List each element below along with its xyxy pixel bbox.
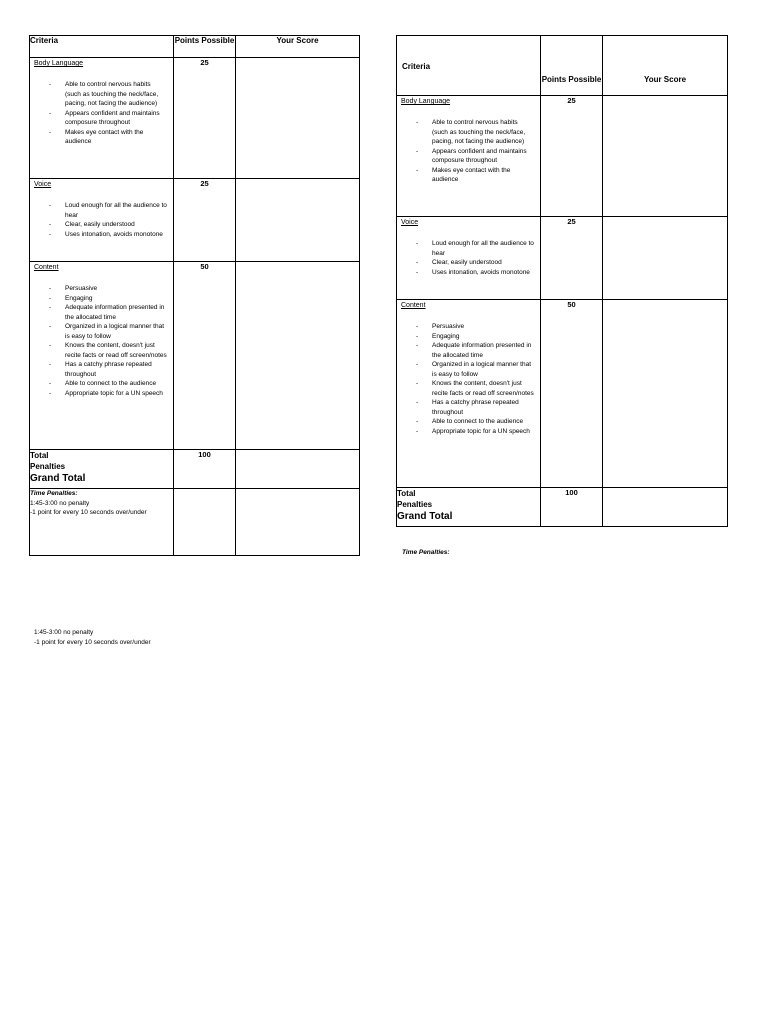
list-item: - Uses intonation, avoids monotone [30, 230, 173, 240]
rubric-table-left [29, 35, 360, 556]
content-points: 50 [174, 262, 236, 450]
content-title: Content [401, 302, 426, 309]
time-penalties-title: Time Penalties: [30, 490, 78, 497]
list-item: - Able to control nervous habits (such as touching the neck/face, pacing, not facing the audience) [30, 80, 173, 109]
grand-total-label: Grand Total [397, 511, 453, 522]
list-item: - Able to connect to the audience [397, 417, 540, 427]
body-language-title: Body Language [34, 60, 84, 67]
total-label: Total [30, 451, 49, 460]
voice-points: 25 [174, 179, 236, 262]
total-points: 100 [541, 488, 603, 527]
list-item: - Engaging [30, 294, 173, 304]
body-language-list [30, 80, 173, 147]
total-score-cell[interactable] [236, 450, 360, 489]
points-possible-header: Points Possible [174, 36, 236, 58]
list-item: - Clear, easily understood [30, 220, 173, 230]
content-criteria [397, 300, 541, 488]
body-language-row [30, 58, 360, 179]
penalty-points-cell [174, 489, 236, 556]
penalty-note [34, 628, 151, 647]
grand-total-label: Grand Total [30, 473, 86, 484]
list-item: - Organized in a logical manner that is easy to follow [397, 360, 540, 379]
total-score-cell[interactable] [603, 488, 728, 527]
body-language-points: 25 [174, 58, 236, 179]
total-criteria [30, 450, 174, 489]
time-penalties-title-right: Time Penalties: [402, 549, 450, 556]
list-item: - Appropriate topic for a UN speech [397, 427, 540, 437]
voice-score-cell[interactable] [603, 217, 728, 300]
list-item: - Appears confident and maintains composure throughout [30, 109, 173, 128]
penalty-note-line1: 1:45-3:00 no penalty [34, 629, 94, 636]
list-item: - Has a catchy phrase repeated throughout [30, 360, 173, 379]
criteria-header: Criteria [30, 36, 174, 58]
total-label: Total [397, 489, 416, 498]
list-item: - Uses intonation, avoids monotone [397, 268, 540, 278]
list-item: - Loud enough for all the audience to hear [397, 239, 540, 258]
time-penalties-cell [30, 489, 174, 556]
list-item: - Makes eye contact with the audience [30, 128, 173, 147]
voice-criteria [397, 217, 541, 300]
penalties-label: Penalties [397, 500, 433, 509]
voice-row [30, 179, 360, 262]
list-item: - Appears confident and maintains composure throughout [397, 147, 540, 166]
your-score-header: Your Score [603, 36, 728, 96]
header-row [397, 36, 728, 96]
content-score-cell[interactable] [236, 262, 360, 450]
voice-title: Voice [34, 181, 52, 188]
voice-list [30, 201, 173, 239]
penalty-note-line2: -1 point for every 10 seconds over/under [34, 638, 151, 646]
content-criteria [30, 262, 174, 450]
list-item: - Has a catchy phrase repeated throughout [397, 398, 540, 417]
voice-criteria [30, 179, 174, 262]
time-penalties-line1: 1:45-3:00 no penalty [30, 499, 90, 507]
voice-points: 25 [541, 217, 603, 300]
list-item: - Adequate information presented in the allocated time [397, 341, 540, 360]
total-row [397, 488, 728, 527]
body-language-points: 25 [541, 96, 603, 217]
body-language-score-cell[interactable] [236, 58, 360, 179]
total-points: 100 [174, 450, 236, 489]
penalties-label: Penalties [30, 462, 66, 471]
list-item: - Knows the content, doesn't just recite facts or read off screen/notes [30, 341, 173, 360]
body-language-score-cell[interactable] [603, 96, 728, 217]
list-item: - Knows the content, doesn't just recite facts or read off screen/notes [397, 379, 540, 398]
voice-score-cell[interactable] [236, 179, 360, 262]
content-list [397, 322, 540, 436]
time-penalties-line2: -1 point for every 10 seconds over/under [30, 509, 147, 516]
header-row [30, 36, 360, 58]
list-item: - Organized in a logical manner that is easy to follow [30, 322, 173, 341]
your-score-header: Your Score [236, 36, 360, 58]
list-item: - Persuasive [30, 284, 173, 294]
content-title: Content [34, 264, 59, 271]
list-item: - Engaging [397, 332, 540, 342]
list-item: - Able to connect to the audience [30, 379, 173, 389]
points-possible-header: Points Possible [541, 36, 603, 96]
list-item: - Clear, easily understood [397, 258, 540, 268]
body-language-criteria [30, 58, 174, 179]
penalty-row [30, 489, 360, 556]
voice-row [397, 217, 728, 300]
rubric-table-right [396, 35, 728, 527]
body-language-criteria [397, 96, 541, 217]
list-item: - Able to control nervous habits (such as touching the neck/face, pacing, not facing the audience) [397, 118, 540, 147]
list-item: - Appropriate topic for a UN speech [30, 389, 173, 399]
content-row [30, 262, 360, 450]
content-list [30, 284, 173, 398]
voice-title: Voice [401, 219, 419, 226]
list-item: - Persuasive [397, 322, 540, 332]
voice-list [397, 239, 540, 277]
criteria-header: Criteria [397, 36, 541, 96]
body-language-list [397, 118, 540, 185]
list-item: - Adequate information presented in the allocated time [30, 303, 173, 322]
list-item: - Loud enough for all the audience to hear [30, 201, 173, 220]
content-score-cell[interactable] [603, 300, 728, 488]
penalty-score-cell[interactable] [236, 489, 360, 556]
list-item: - Makes eye contact with the audience [397, 166, 540, 185]
body-language-title: Body Language [401, 98, 451, 105]
total-row [30, 450, 360, 489]
content-row [397, 300, 728, 488]
content-points: 50 [541, 300, 603, 488]
body-language-row [397, 96, 728, 217]
total-criteria [397, 488, 541, 527]
